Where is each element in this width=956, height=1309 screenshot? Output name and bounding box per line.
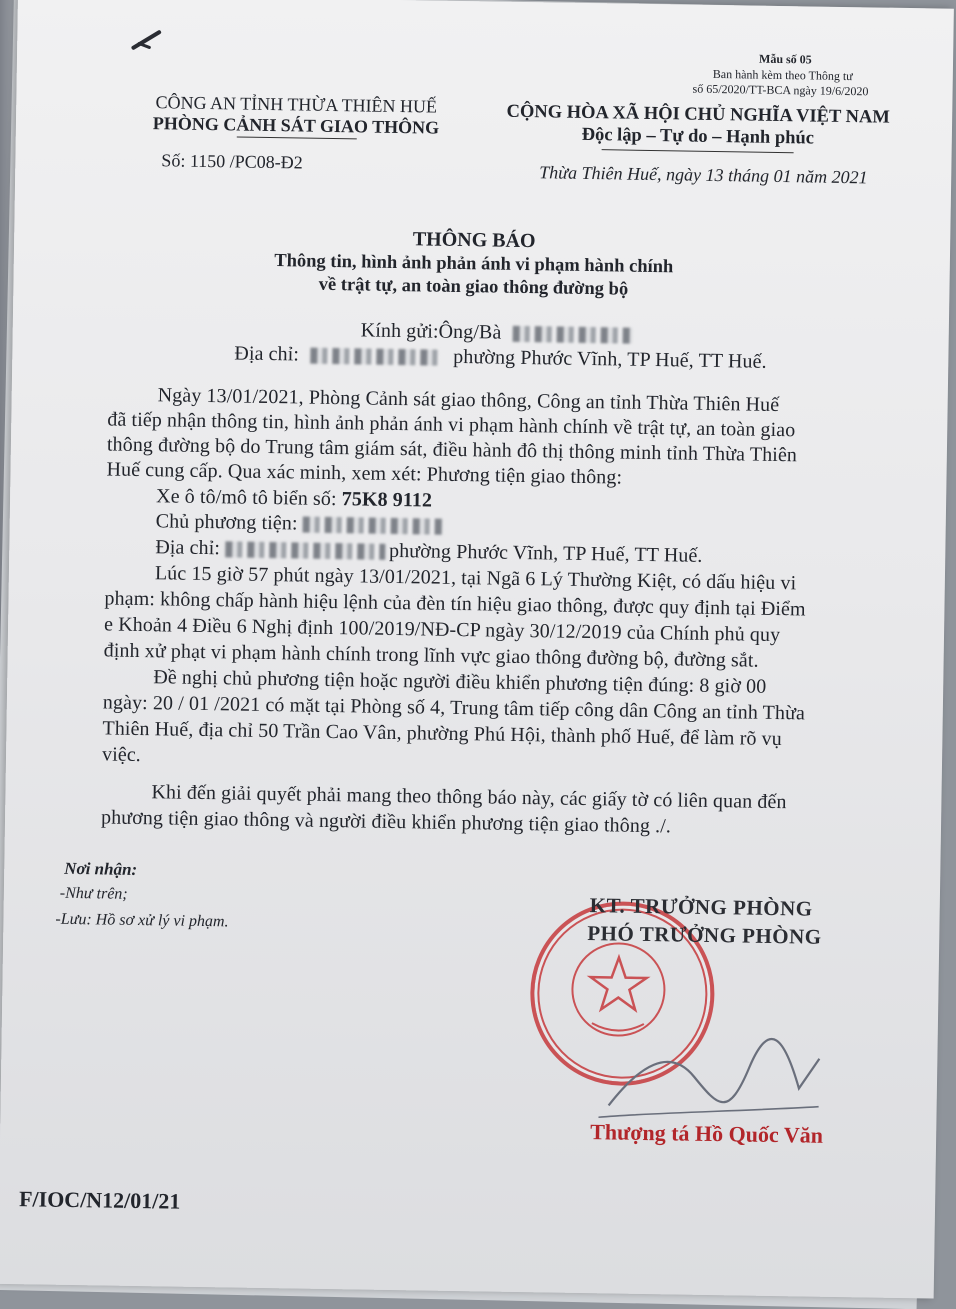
paragraph2-line3: e Khoản 4 Điều 6 Nghị định 100/2019/NĐ-CP ngày 30/12/2019 của Chính phủ quy <box>103 613 781 647</box>
salutation-line <box>361 319 633 346</box>
recipient-address-tail: phường Phước Vĩnh, TP Huế, TT Huế. <box>453 345 767 373</box>
national-motto: Độc lập – Tự do – Hạnh phúc <box>581 124 815 149</box>
recipients-item2: -Lưu: Hồ sơ xử lý vi phạm. <box>55 910 229 931</box>
paragraph1-line4: Huế cung cấp. Qua xác minh, xem xét: Phương tiện giao thông: <box>106 458 623 489</box>
motto-underline <box>602 149 794 153</box>
owner-address-label: Địa chỉ: <box>155 536 226 560</box>
paragraph3-line1: Đề nghị chủ phương tiện hoặc người điều khiển phương tiện đúng: 8 giờ 00 <box>153 666 767 698</box>
paragraph3-line4: việc. <box>101 743 142 767</box>
paragraph1-line2: đã tiếp nhận thông tin, hình ảnh phản ánh vi phạm hành chính về trật tự, an toàn giao <box>107 408 796 442</box>
redacted-owner-name <box>303 517 443 535</box>
notice-subtitle-line1: Thông tin, hình ảnh phản ánh vi phạm hành chính <box>274 251 674 278</box>
notice-heading: THÔNG BÁO <box>412 228 536 253</box>
department-name: PHÒNG CẢNH SÁT GIAO THÔNG <box>152 113 440 138</box>
footer-reference-code: F/IOC/N12/01/21 <box>18 1186 181 1214</box>
signer-name: Thượng tá Hồ Quốc Văn <box>590 1119 824 1148</box>
place-and-date: Thừa Thiên Huế, ngày 13 tháng 01 năm 2021 <box>539 162 868 188</box>
paragraph1-line3: thông đường bộ do Trung tâm giám sát, điều hành đô thị thông minh tỉnh Thừa Thiên <box>106 433 798 467</box>
paragraph4-line2: phương tiện giao thông và người điều khiển phương tiện giao thông ./. <box>100 806 672 838</box>
redacted-owner-address <box>225 542 385 561</box>
nation-name: CỘNG HÒA XÃ HỘI CHỦ NGHĨA VIỆT NAM <box>506 101 890 128</box>
agency-name: CÔNG AN TỈNH THỪA THIÊN HUẾ <box>155 92 438 117</box>
form-number: Mẫu số 05 <box>758 51 812 67</box>
paragraph2-line2: phạm: không chấp hành hiệu lệnh của đèn tín hiệu giao thông, được quy định tại Điểm <box>104 587 806 621</box>
paragraph4-line1: Khi đến giải quyết phải mang theo thông báo này, các giấy tờ có liên quan đến <box>151 781 787 814</box>
owner-line <box>156 510 443 538</box>
redacted-recipient-address <box>310 348 442 366</box>
salutation-label: Kính gửi:Ông/Bà <box>360 319 502 344</box>
plate-line <box>156 485 432 512</box>
document-number: Số: 1150 /PC08-Đ2 <box>161 150 303 173</box>
recipient-address-line <box>234 342 767 373</box>
owner-label: Chủ phương tiện: <box>155 510 303 535</box>
address-label: Địa chỉ: <box>234 342 300 366</box>
recipients-heading: Nơi nhận: <box>64 858 138 879</box>
recipients-item1: -Như trên; <box>59 884 128 903</box>
form-circular-ref: số 65/2020/TT-BCA ngày 19/6/2020 <box>692 81 869 99</box>
paragraph1-line1: Ngày 13/01/2021, Phòng Cảnh sát giao thông, Công an tỉnh Thừa Thiên Huế <box>157 384 780 417</box>
paragraph2-line1: Lúc 15 giờ 57 phút ngày 13/01/2021, tại Ngã 6 Lý Thường Kiệt, có dấu hiệu vi <box>154 562 797 595</box>
paragraph3-line3: Thiên Huế, địa chỉ 50 Trần Cao Vân, phường Phú Hội, thành phố Huế, để làm rõ vụ <box>102 717 783 751</box>
signature-title-line1: KT. TRƯỞNG PHÒNG <box>589 893 813 921</box>
notice-subtitle-line2: về trật tự, an toàn giao thông đường bộ <box>318 274 629 300</box>
paragraph2-line4: định xử phạt vi phạm hành chính trong lĩnh vực giao thông đường bộ, đường sắt. <box>103 639 759 672</box>
plate-label: Xe ô tô/mô tô biển số: <box>155 485 342 511</box>
redacted-recipient-name <box>512 326 632 344</box>
paragraph3-line2: ngày: 20 / 01 /2021 có mặt tại Phòng số 4, Trung tâm tiếp công dân Công an tỉnh Thừa <box>102 691 806 725</box>
signature-title-line2: PHÓ TRƯỞNG PHÒNG <box>587 921 822 949</box>
plate-number: 75K8 9112 <box>341 488 433 512</box>
owner-address-tail: phường Phước Vĩnh, TP Huế, TT Huế. <box>388 539 703 567</box>
handwritten-signature <box>598 1025 830 1129</box>
form-issued-with: Ban hành kèm theo Thông tư <box>712 66 853 84</box>
